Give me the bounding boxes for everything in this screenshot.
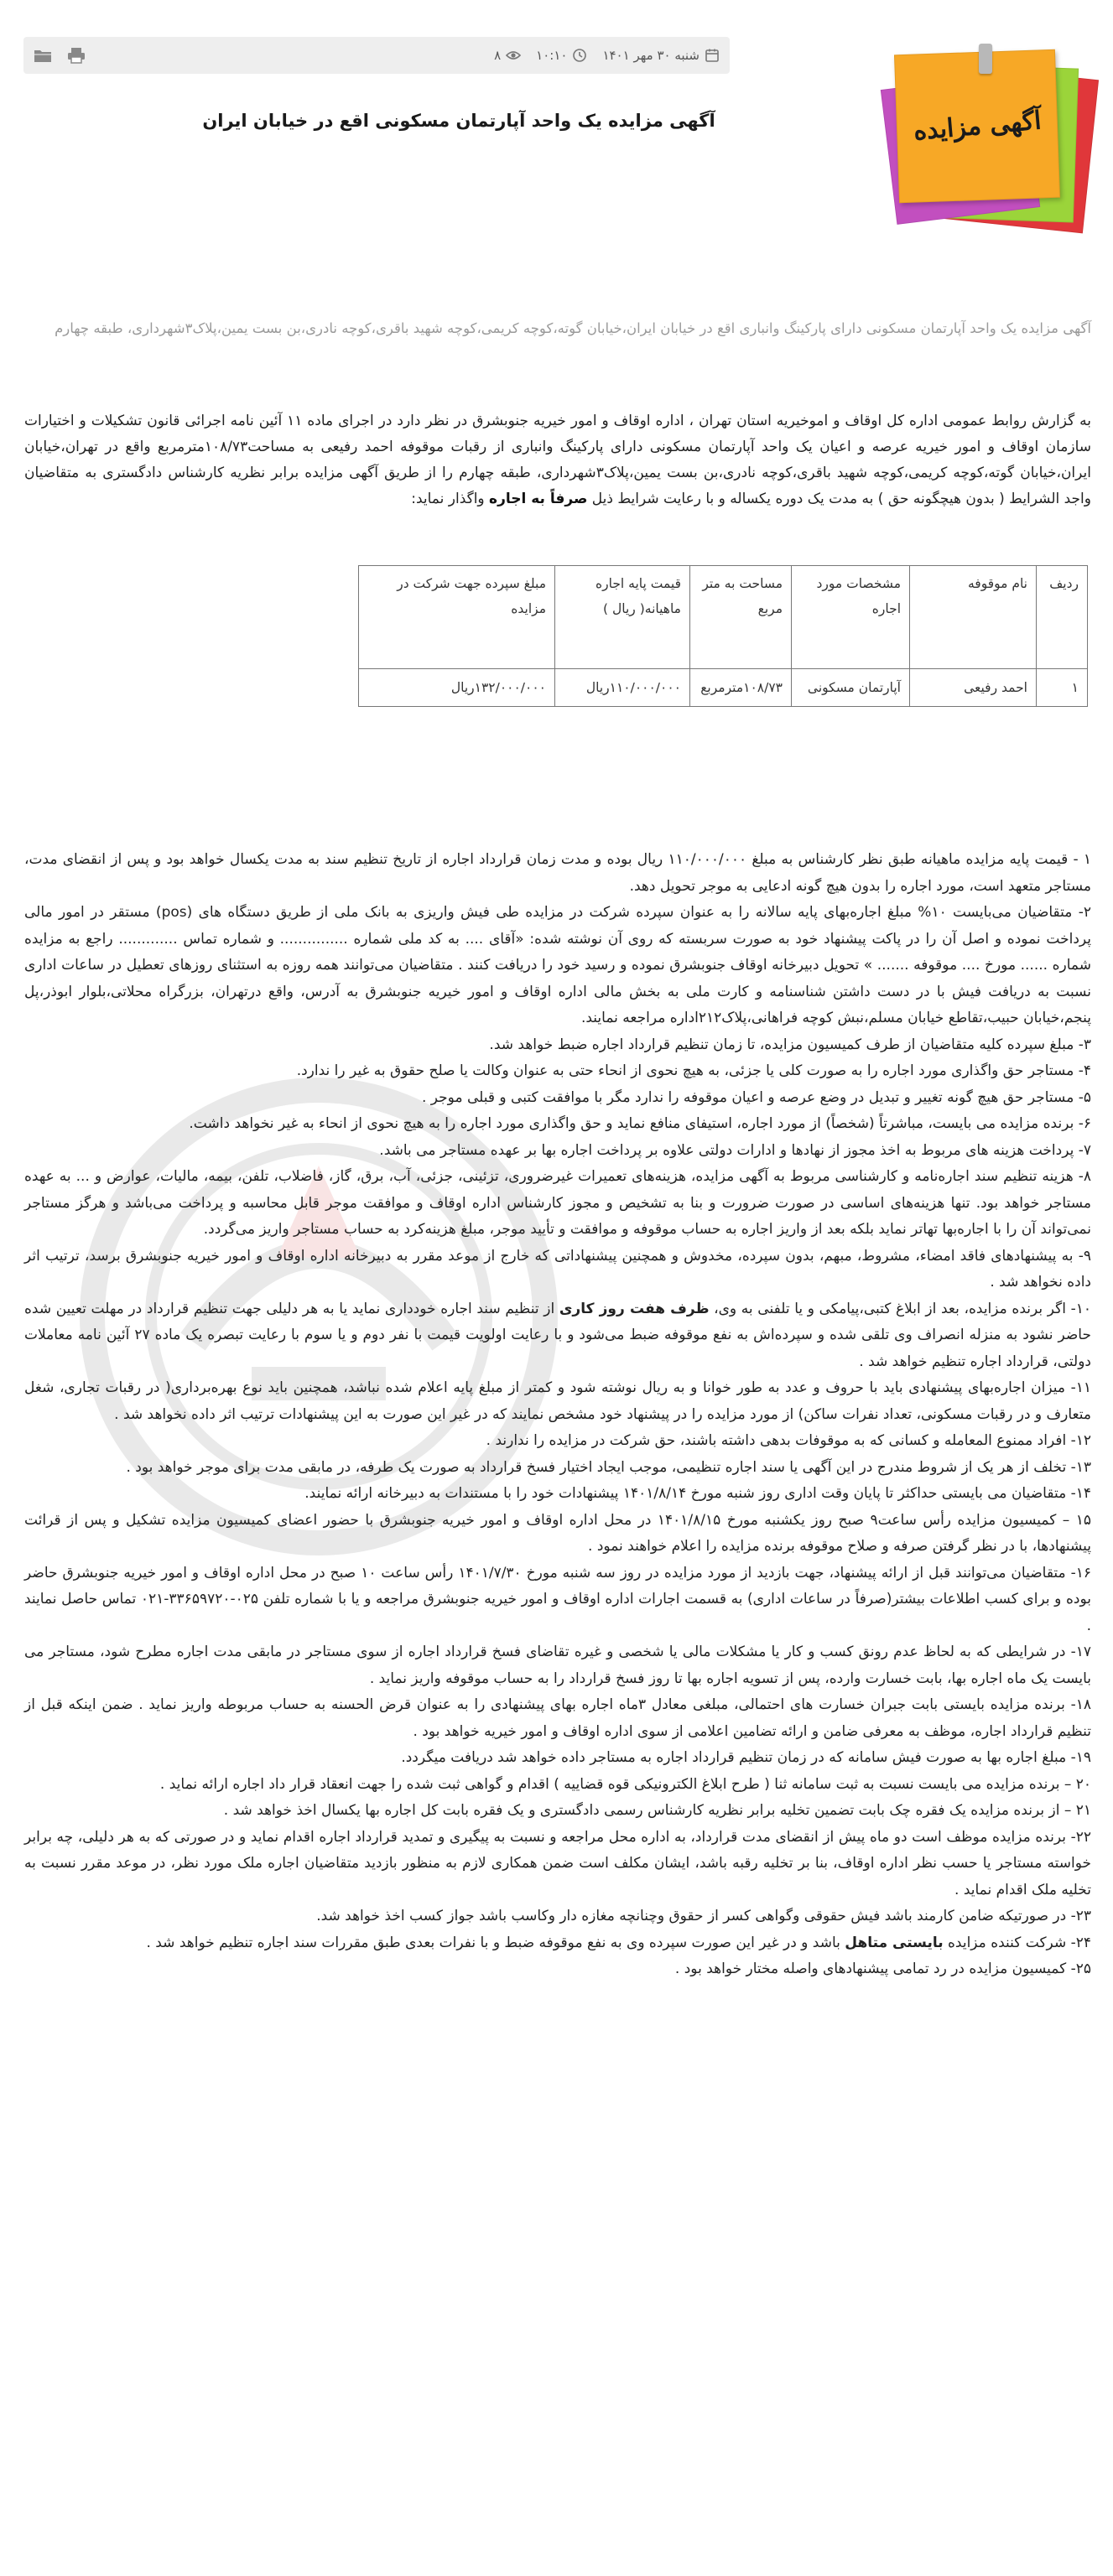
condition-item: ۱۹- مبلغ اجاره بها به صورت فیش سامانه که در زمان تنظیم قرارداد اجاره به مستاجر داده خواهد شد دریافت میگردد. xyxy=(401,1749,1091,1766)
printer-icon[interactable] xyxy=(67,47,86,64)
cell-endowment: احمد رفیعی xyxy=(910,669,1037,707)
condition-item: ۲۱ – از برنده مزایده یک فقره چک بابت تضمین تخلیه برابر نظریه کارشناس رسمی دادگستری و یک فقره بابت کل اجاره بها یکسال اخذ خواهد شد . xyxy=(223,1802,1091,1819)
intro-bold: صرفاً به اجاره xyxy=(489,491,588,507)
cell-row: ۱ xyxy=(1037,669,1088,707)
condition-item xyxy=(24,1296,1091,1376)
condition-item: ۱۵ – کمیسیون مزایده رأس ساعت۹ صبح روز یکشنبه مورخ ۱۴۰۱/۸/۱۵ در محل اداره اوقاف و امور خیریه جنوبشرق با حضور اعضای کمیسیون مزایده تشکیل و پس از قرائت پیشنهادها، با در نظر گرفتن صرفه و صلاح موقوفه برنده مزایده را اعلام خواهند نمود . xyxy=(24,1511,1091,1555)
condition-item: ۵- مستاجر حق هیچ گونه تغییر و تبدیل در وضع عرصه و اعیان موقوفه را ندارد مگر با موافقت کتبی و قبلی موجر . xyxy=(421,1088,1091,1106)
cell-property: آپارتمان مسکونی xyxy=(792,669,910,707)
intro-text: به گزارش روابط عمومی اداره کل اوقاف و اموخیریه استان تهران ، اداره اوقاف و امور خیریه جنوبشرق در نظر دارد در اجرای ماده ۱۱ آئین نامه اجرائی قانون تشکیلات و اختیارات سازمان اوقاف و امور خیریه عرصه و اعیان یک واحد آپارتمان مسکونی دارای پارکینگ وانباری از رقبات موقوفه احمد رفیعی به مساحت۱۰۸/۷۳مترمربع واقع در تهران،خیابان ایران،خیابان گوته،کوچه کریمی،کوچه شهید باقری،کوچه نادری،بن بست یمین،پلاک۳شهرداری، طبقه چهارم را از طریق آگهی مزایده برابر نظریه کارشناس دادگستری به متقاضیان واجد الشرایط ( بدون هیچگونه حق ) به مدت یک دوره یکساله و با رعایت شرایط ذیل xyxy=(24,413,1091,507)
col-property: مشخصات مورد اجاره xyxy=(792,566,910,669)
sticky-note-front xyxy=(894,49,1060,204)
col-endowment: نام موقوفه xyxy=(910,566,1037,669)
meta-toolbar xyxy=(23,37,730,74)
condition-text: باشد و در غیر این صورت سپرده وی به نفع موقوفه ضبط و با نفرات بعدی طبق مقررات سند اجاره تنظیم خواهد شد . xyxy=(146,1934,845,1951)
condition-item: ۲۵- کمیسیون مزایده در رد تمامی پیشنهادهای واصله مختار خواهد بود . xyxy=(674,1961,1091,1977)
condition-text: ۱۰- اگر برنده مزایده، بعد از ابلاغ کتبی،پیامکی و یا تلفنی به وی، xyxy=(709,1300,1091,1317)
col-deposit: مبلغ سپرده جهت شرکت در مزایده xyxy=(359,566,555,669)
condition-item: ۲- متقاضیان می‌بایست ۱۰% مبلغ اجاره‌بهای پایه سالانه را به عنوان سپرده شرکت در مزایده طی فیش واریزی به بانک ملی از طریق دستگاه های (pos) مستقر در امور مالی پرداخت نموده و اصل آن را در پاکت پیشنهاد خود به صورت سربسته که روی آن نوشته شده: «آقای .... به کد ملی شماره ............... و شماره تماس ............. راجع به مزایده شماره ...... مورخ .... موقوفه ....... » تحویل دبیرخانه اوقاف جنوبشرق نموده و رسید خود را دریافت کنند . متقاضیان می‌توانند همه روزه به استثنای روزهای تعطیل در ساعات اداری نسبت به دریافت فیش با در دست داشتن شناسنامه و کارت ملی به بخش مالی اداره اوقاف و امور خیریه جنوبشرق به آدرس، واقع درتهران، بزرگراه محلاتی،بلوار ابوذر،پل پنجم،خیابان حبیب،تقاطع خیابان مسلم،نبش کوچه فراهانی،پلاک۲۱۲اداره مراجعه نمایند. xyxy=(24,904,1091,1026)
views-item xyxy=(494,48,521,63)
clock-icon xyxy=(572,48,587,63)
intro-paragraph xyxy=(24,408,1091,512)
condition-item: ۱۴- متقاضیان می بایستی حداکثر تا پایان وقت اداری روز شنبه مورخ ۱۴۰۱/۸/۱۴ پیشنهادات خود را با مستندات به دبیرخانه ارائه نمایند. xyxy=(304,1485,1091,1502)
calendar-icon xyxy=(705,48,720,63)
condition-item: ۱۳- تخلف از هر یک از شروط مندرج در این آگهی یا سند اجاره تنظیمی، موجب ایجاد اختیار فسخ قرارداد به صورت یک طرفه، در مابقی مدت برای موجر خواهد بود . xyxy=(126,1458,1091,1476)
conditions-list xyxy=(24,847,1091,1983)
condition-item: ۲۳- در صورتیکه ضامن کارمند باشد فیش حقوقی وگواهی کسر از حقوق وچنانچه مغازه دار وکاسب باشد جواز کسب اخذ خواهد شد. xyxy=(316,1908,1091,1924)
time-item xyxy=(536,48,587,63)
condition-item: ۸- هزینه تنظیم سند اجاره‌نامه و کارشناسی مربوط به آگهی مزایده، هزینه‌های تعمیرات غیرضروری، تزئینی، جزئی، آب، برق، گاز، فاضلاب، تلفن، بیمه، مالیات، عوارض و ... به عهده مستاجر خواهد بود. تنها هزینه‌های اساسی در صورت ضرورت و بنا به تشخیص و مجوز کارشناس اداره اوقاف و موافقت موجر قابل محاسبه و پرداخت می‌باشد و هرگز مستاجر نمی‌تواند آن را با اجاره‌بها تهاتر نماید بلکه بعد از واریز اجاره به حساب موقوفه و موافقت و تأیید موجر، مبلغ هزینه‌کرد به حساب مستاجر واریز می‌گردد. xyxy=(24,1168,1091,1238)
condition-item: ۱۲- افراد ممنوع المعامله و کسانی که به موقوفات بدهی داشته باشند، حق شرکت در مزایده را ندارند . xyxy=(486,1432,1091,1449)
condition-bold: ظرف هفت روز کاری xyxy=(559,1300,710,1317)
condition-item: ۳- مبلغ سپرده کلیه متقاضیان از طرف کمیسیون مزایده، تا زمان تنظیم قرارداد اجاره ضبط خواهد شد. xyxy=(489,1036,1091,1053)
condition-item xyxy=(24,1930,1091,1957)
cell-area: ۱۰۸/۷۳مترمربع xyxy=(690,669,792,707)
col-area: مساحت به متر مربع xyxy=(690,566,792,669)
condition-item: ۱۶- متقاضیان می‌توانند قبل از ارائه پیشنهاد، جهت بازدید از مورد مزایده در روز سه شنبه مورخ ۱۴۰۱/۷/۳۰ رأس ساعت ۱۰ صبح در محل اداره اوقاف و امور خیریه جنوبشرق حاضر بوده و برای کسب اطلاعات بیشتر(صرفاً در ساعات اداری) به قسمت اجارات اداره اوقاف و امور خیریه جنوبشرق مراجعه و یا با شماره تلفن ۰۲۵-۳۳۶۵۹۷۲۰-۰۲۱ تماس حاصل نمایند . xyxy=(24,1564,1092,1634)
condition-item: ۴- مستاجر حق واگذاری مورد اجاره را به صورت کلی یا جزئی، به هیچ نحوی از انحاء حتی به عنوان وکالت یا صلح حقوق به غیر را ندارد. xyxy=(296,1062,1091,1079)
col-base-price: قیمت پایه اجاره ماهیانه( ریال ) xyxy=(555,566,690,669)
condition-item: ۶- برنده مزایده می بایست، مباشرتاً (شخصاً) از مورد اجاره، استیفای منافع نماید و حق واگذاری مورد اجاره را به هیچ نحوی از انحاء به غیر نخواهد داشت. xyxy=(189,1115,1091,1132)
condition-bold: بایستی متاهل xyxy=(845,1934,944,1951)
condition-text: از تنظیم سند اجاره خودداری نماید یا به هر دلیلی جهت تنظیم قرارداد در مهلت تعیین شده حاضر نشود به منزله انصراف وی تلقی شده و سپرده‌اش به نفع موقوفه ضبط می‌شود و با رعایت اولویت قیمت با نفر دوم و یا سوم با رعایت تبصره یک ماده ۲۷ آئین نامه معاملات دولتی، قرارداد اجاره تنظیم خواهد شد . xyxy=(24,1300,1091,1370)
date-item xyxy=(602,48,720,63)
condition-item: ۷- پرداخت هزینه های مربوط به اخذ مجوز از نهادها و ادارات دولتی علاوه بر پرداخت اجاره بها بر عهده مستاجر می باشد. xyxy=(379,1141,1091,1159)
meta-info xyxy=(494,48,720,63)
publish-date: شنبه ۳۰ مهر ۱۴۰۱ xyxy=(602,48,700,63)
table-header-row xyxy=(359,566,1088,669)
article-summary: آگهی مزایده یک واحد آپارتمان مسکونی دارای پارکینگ وانباری اقع در خیابان ایران،خیابان گوته،کوچه کریمی،کوچه شهید باقری،کوچه نادری،بن بست یمین،پلاک۳شهرداری، طبقه چهارم xyxy=(55,319,1091,336)
condition-item: ۲۲- برنده مزایده موظف است دو ماه پیش از انقضای مدت قرارداد، به اداره محل مراجعه و نسبت به پیگیری و تمدید قرارداد اجاره اقدام نماید و در صورتی که به هر دلیلی، چه برابر خواسته مستاجر یا حسب نظر اداره اوقاف، بنا بر تخلیه رقبه باشد، ایشان مکلف است ضمن همکاری لازم به منظور بازدید متقاضیان اجاره ملک مورد نظر، در موعد مقرر نسبت به تخلیه ملک اقدام نماید . xyxy=(24,1828,1091,1898)
eye-icon xyxy=(506,48,521,63)
toolbar-actions xyxy=(34,47,86,64)
lease-table xyxy=(358,565,1088,707)
cell-base-price: ۱۱۰/۰۰۰/۰۰۰ریال xyxy=(555,669,690,707)
sticky-note-label: آگهی مزایده xyxy=(912,106,1043,147)
condition-item: ۱ - قیمت پایه مزایده ماهیانه طبق نظر کارشناس به مبلغ ۱۱۰/۰۰۰/۰۰۰ ریال بوده و مدت زمان قرارداد اجاره از تاریخ تنظیم سند به مدت یکسال خواهد بود و پس از انقضای مدت، مستاجر متعهد است، مورد اجاره را بدون هیچ گونه ادعایی به موجر تحویل دهد. xyxy=(24,851,1091,895)
folder-icon[interactable] xyxy=(34,47,52,64)
article-title: آگهی مزایده یک واحد آپارتمان مسکونی اقع در خیابان ایران xyxy=(202,111,715,132)
table-row xyxy=(359,669,1088,707)
condition-item: ۲۰ – برنده مزایده می بایست نسبت به ثبت سامانه ثنا ( طرح ابلاغ الکترونیکی قوه قضاییه ) اقدام و گواهی ثبت شده را جهت انعقاد قرار داد اجاره ارائه نماید . xyxy=(159,1775,1091,1793)
condition-item: ۱۸- برنده مزایده بایستی بابت جبران خسارت های احتمالی، مبلغی معادل ۳ماه اجاره بهای پیشنهادی را به عنوان قرض الحسنه به حساب مربوطه واریز نماید . ضمن اینکه قبل از تنظیم قرارداد اجاره، موظف به معرفی ضامن و ارائه تضامین اعلامی از سوی اداره اوقاف و امور خیریه خواهد بود . xyxy=(24,1696,1092,1740)
view-count: ۸ xyxy=(494,48,502,63)
cell-deposit: ۱۳۲/۰۰۰/۰۰۰ریال xyxy=(359,669,555,707)
condition-item: ۹- به پیشنهادهای فاقد امضاء، مشروط، مبهم، بدون سپرده، مخدوش و همچنین پیشنهاداتی که خارج از موعد مقرر به دبیرخانه اداره اوقاف و امور خیریه جنوبشرق برسد، ترتیب اثر داده نخواهد شد . xyxy=(24,1247,1091,1291)
sticky-note-image xyxy=(865,37,1091,221)
publish-time: ۱۰:۱۰ xyxy=(536,48,568,63)
condition-text: ۲۴- شرکت کننده مزایده xyxy=(943,1934,1091,1951)
condition-item: ۱۷- در شرایطی که به لحاظ عدم رونق کسب و کار یا مشکلات مالی یا شخصی و غیره تقاضای فسخ قرارداد اجاره از سوی مستاجر در مابقی مدت اجاره مطرح شود، مستاجر می بایست یک ماه اجاره بها، بابت خسارت وارده، پس از تسویه اجاره بها تا روز فسخ قرارداد را به حساب موقوفه واریز نماید . xyxy=(24,1644,1091,1687)
pin-icon xyxy=(979,44,992,74)
intro-tail: واگذار نماید: xyxy=(411,491,490,507)
col-row: ردیف xyxy=(1037,566,1088,669)
condition-item: ۱۱- میزان اجاره‌بهای پیشنهادی باید با حروف و عدد به طور خوانا و به ریال نوشته شود و کمتر از مبلغ پایه اعلام شده نباشد، همچنین باید نوع بهره‌برداری( در رقبات تجاری، شغل متعارف و در رقبات مسکونی، تعداد نفرات ساکن) از مورد مزایده را در پیشنهاد خود مشخص نمایند که در غیر این صورت به این پیشنهادات ترتیب اثر داده نخواهد شد . xyxy=(24,1379,1091,1423)
